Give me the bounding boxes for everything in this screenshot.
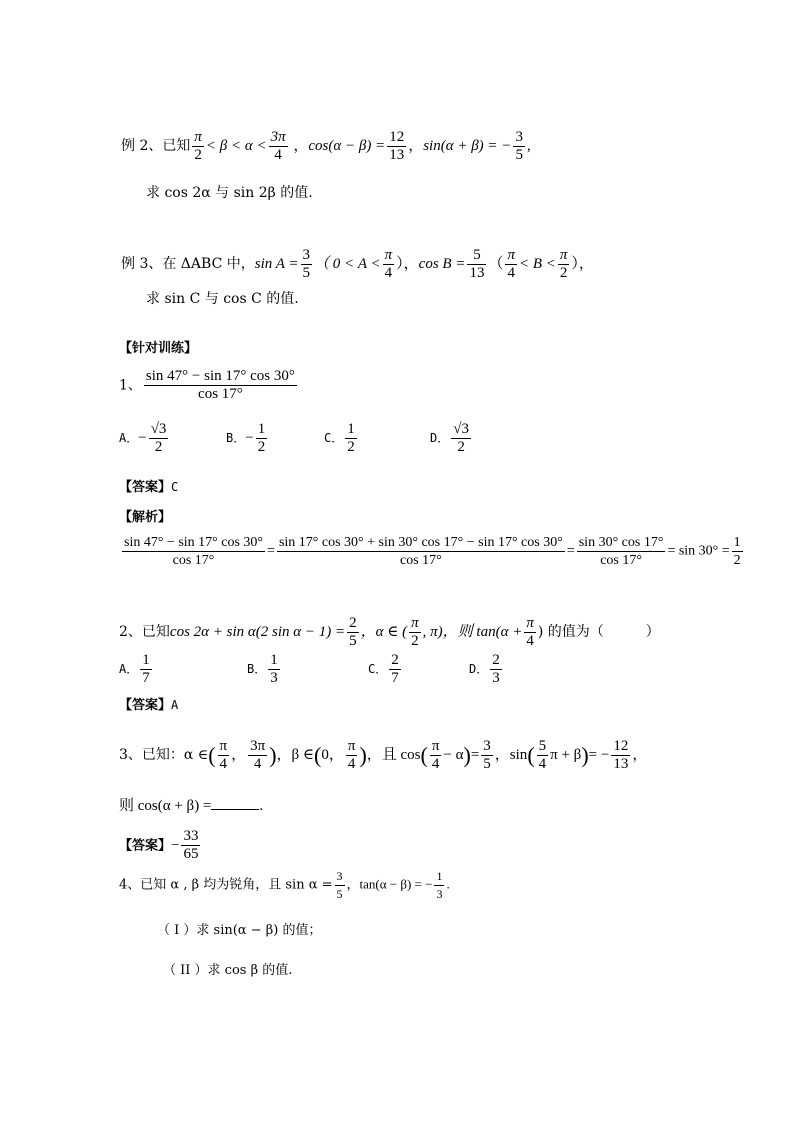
section-title: 【针对训练】 <box>119 341 198 356</box>
q2-answer: 【答案】A <box>119 698 179 713</box>
q1-option-b[interactable]: B．− $\frac{1}{2}$ <box>226 421 266 455</box>
example-3-task: 求 sin C 与 cos C 的值. <box>146 291 299 307</box>
q3-ask: 则 cos(α + β) = . <box>119 795 263 814</box>
q1-option-a[interactable]: A．− $\frac{√3}{2}$ <box>119 421 167 455</box>
example-3-line: 例 3、在 ΔABC 中，sin A = $\frac{3}{5}$ （ 0 < A < $\frac{\pi}{4}$ ），cos B = $\frac{5}{13}$ （ $\frac{\pi}{4}$ < B < $\frac{\pi}{2}$ ）， <box>121 247 594 281</box>
q2-option-b[interactable]: B． $\frac{1}{3}$ <box>247 652 278 686</box>
q1-answer: 【答案】C <box>119 480 179 495</box>
example-2-line: 例 2、已知 $\frac{\pi}{2}$ < β < α < $\frac{3\pi}{4}$ ，cos(α − β) = $\frac{12}{13}$ ，sin(α + β) = − $\frac{3}{5}$ , <box>121 129 531 163</box>
question-2: 2、已知cos 2α + sin α(2 sin α − 1) = $\frac{2}{5}$ ，α ∈ ( $\frac{\pi}{2}$ , π)，则 tan(α + $\frac{\pi}{4}$ ) 的值为（ ） <box>119 615 660 649</box>
question-3: 3、已知：α ∈( $\frac{\pi}{4}$ ， $\frac{3\pi}{4}$ )，β ∈(0， $\frac{\pi}{4}$ )，且 cos( $\frac{\pi}{4}$ − α)= $\frac{3}{5}$ ，sin( $\frac{5}{4}$ π + β)= − $\frac{12}{13}$ ， <box>119 738 648 772</box>
question-4: 4、已知 α , β 均为锐角，且 sin α = $\frac{3}{5}$ ，tan(α − β) = − $\frac{1}{3}$ . <box>119 869 450 901</box>
q1-analysis: $\frac{\sin 47^\circ - \sin 17^\circ \cos 30^\circ}{\cos 17^\circ}$ = $\frac{\sin 17^\circ \cos 30^\circ + \sin 30^\circ \cos 17^\circ - \sin 17^\circ \cos 30^\circ}{\cos 17^\circ}$ = $\frac{\sin 30^\circ \cos 17^\circ}{\cos 17^\circ}$ = sin 30° = $\frac{1}{2}$ <box>124 535 741 568</box>
q4-part-1: （ I ）求 sin(α − β) 的值； <box>157 923 322 938</box>
q2-option-c[interactable]: C． $\frac{2}{7}$ <box>368 652 399 686</box>
example-2-label: 例 2、已知 <box>121 137 191 154</box>
q3-answer-blank[interactable] <box>211 795 259 810</box>
question-1: 1、 $\frac{\sin 47^\circ - \sin 17^\circ \cos 30^\circ}{\cos 17^\circ}$ <box>119 368 295 402</box>
q4-part-2: （ II ）求 cos β 的值. <box>163 963 293 978</box>
q1-option-d[interactable]: D． $\frac{√3}{2}$ <box>430 421 469 455</box>
q1-analysis-label: 【解析】 <box>119 510 172 525</box>
q1-label: 1、 <box>119 377 142 394</box>
q3-answer: 【答案】− $\frac{33}{65}$ <box>119 828 199 862</box>
q1-option-c[interactable]: C． $\frac{1}{2}$ <box>324 421 355 455</box>
q2-option-a[interactable]: A． $\frac{1}{7}$ <box>119 652 150 686</box>
example-2-task: 求 cos 2α 与 sin 2β 的值. <box>146 185 313 201</box>
example-3-label: 例 3、在 ΔABC 中， <box>121 255 255 272</box>
q2-option-d[interactable]: D． $\frac{2}{3}$ <box>469 652 500 686</box>
